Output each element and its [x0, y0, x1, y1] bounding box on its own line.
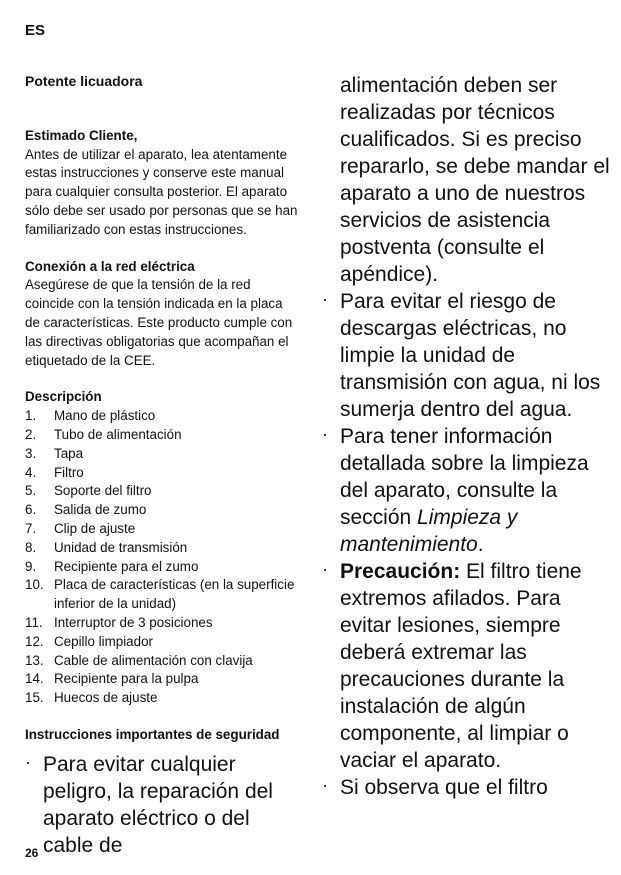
parts-list-item: [25, 689, 300, 708]
parts-list-item: [25, 501, 300, 520]
intro-heading: Estimado Cliente,: [25, 127, 138, 143]
safety-bullets-left: [25, 751, 300, 859]
page-number: 26: [25, 846, 39, 860]
item-label: Placa de características (en la superficie inferior de la unidad): [54, 577, 295, 612]
item-number: 2.: [25, 426, 37, 442]
item-number: 11.: [25, 614, 43, 630]
item-label: Recipiente para el zumo: [54, 558, 199, 574]
section-reference: Limpieza y mantenimiento: [340, 506, 518, 556]
intro-text: Antes de utilizar el aparato, lea atentamente estas instrucciones y conserve este manual para cualquier consulta posterior. El aparato sólo debe ser usado por personas que se han familiarizado con estas instrucciones.: [25, 146, 298, 237]
parts-list-item: [25, 520, 300, 539]
item-number: 14.: [25, 671, 44, 687]
parts-list-item: [25, 445, 300, 464]
item-label: Tapa: [54, 445, 84, 461]
item-label: Clip de ajuste: [54, 520, 136, 536]
item-label: Tubo de alimentación: [54, 426, 182, 442]
safety-bullet-text: Para evitar el riesgo de descargas eléctricas, no limpie la unidad de transmisión con agua, ni los sumerja dentro del agua.: [340, 290, 601, 421]
parts-list-item: [25, 633, 300, 652]
item-label: Cepillo limpiador: [54, 633, 153, 649]
safety-bullet-text: Para tener información detallada sobre la limpieza del aparato, consulte la sección: [340, 425, 589, 529]
bullet-marker: ·: [322, 424, 328, 444]
item-label: Huecos de ajuste: [54, 690, 158, 706]
connection-heading: Conexión a la red eléctrica: [25, 258, 195, 274]
item-number: 5.: [25, 483, 37, 499]
safety-bullet-text: Para evitar cualquier peligro, la reparación del aparato eléctrico o del cable de: [43, 752, 273, 857]
item-number: 8.: [25, 539, 37, 555]
bullet-marker: ·: [322, 289, 328, 309]
item-number: 4.: [25, 464, 37, 480]
safety-bullet: [322, 558, 612, 774]
caution-label: Precaución:: [340, 560, 461, 583]
parts-list-item: [25, 482, 300, 501]
right-column: [322, 72, 612, 801]
item-label: Unidad de transmisión: [54, 539, 188, 555]
parts-list-item: [25, 670, 300, 689]
page-title: Potente licuadora: [25, 73, 143, 89]
item-number: 7.: [25, 520, 37, 536]
item-label: Filtro: [54, 464, 84, 480]
description-heading: Descripción: [25, 389, 102, 405]
safety-bullets-right: [322, 288, 612, 801]
item-number: 3.: [25, 445, 37, 461]
parts-list-item: [25, 407, 300, 426]
left-column: [25, 72, 300, 859]
item-number: 1.: [25, 408, 37, 424]
item-label: Soporte del filtro: [54, 483, 152, 499]
bullet-marker: ·: [322, 775, 328, 795]
safety-continuation: alimentación deben ser realizadas por técnicos cualificados. Si es preciso repararlo, se debe mandar el aparato a uno de nuestros servicios de asistencia postventa (consulte el apéndice).: [340, 74, 610, 286]
bullet-marker: ·: [322, 559, 328, 579]
bullet-marker: ·: [25, 751, 31, 772]
safety-bullet: [322, 774, 612, 801]
item-number: 15.: [25, 690, 44, 706]
item-label: Mano de plástico: [54, 408, 156, 424]
parts-list-item: [25, 426, 300, 445]
parts-list: [25, 407, 300, 708]
item-label: Cable de alimentación con clavija: [54, 652, 253, 668]
item-label: Interruptor de 3 posiciones: [54, 614, 213, 630]
safety-bullet-text: El filtro tiene extremos afilados. Para evitar lesiones, siempre deberá extremar las precauciones durante la instalación de algún componente, al limpiar o vaciar el aparato.: [340, 560, 582, 772]
item-label: Salida de zumo: [54, 502, 147, 518]
safety-bullet: [25, 751, 300, 859]
language-code: ES: [25, 22, 46, 39]
parts-list-item: [25, 576, 300, 614]
safety-bullet-end: .: [477, 533, 484, 556]
safety-bullet-text: Si observa que el filtro: [340, 776, 548, 799]
parts-list-item: [25, 539, 300, 558]
safety-heading: Instrucciones importantes de seguridad: [25, 726, 280, 742]
safety-bullet: [322, 423, 612, 558]
item-number: 13.: [25, 652, 44, 668]
parts-list-item: [25, 652, 300, 671]
item-number: 9.: [25, 558, 37, 574]
item-number: 12.: [25, 633, 44, 649]
parts-list-item: [25, 614, 300, 633]
connection-text: Asegúrese de que la tensión de la red coincide con la tensión indicada en la placa de características. Este producto cumple con las directivas obligatorias que acompañan el etiquetado de la CEE.: [25, 277, 293, 368]
item-number: 10.: [25, 577, 44, 593]
safety-bullet: [322, 288, 612, 423]
item-label: Recipiente para la pulpa: [54, 671, 199, 687]
item-number: 6.: [25, 502, 37, 518]
parts-list-item: [25, 558, 300, 577]
parts-list-item: [25, 464, 300, 483]
